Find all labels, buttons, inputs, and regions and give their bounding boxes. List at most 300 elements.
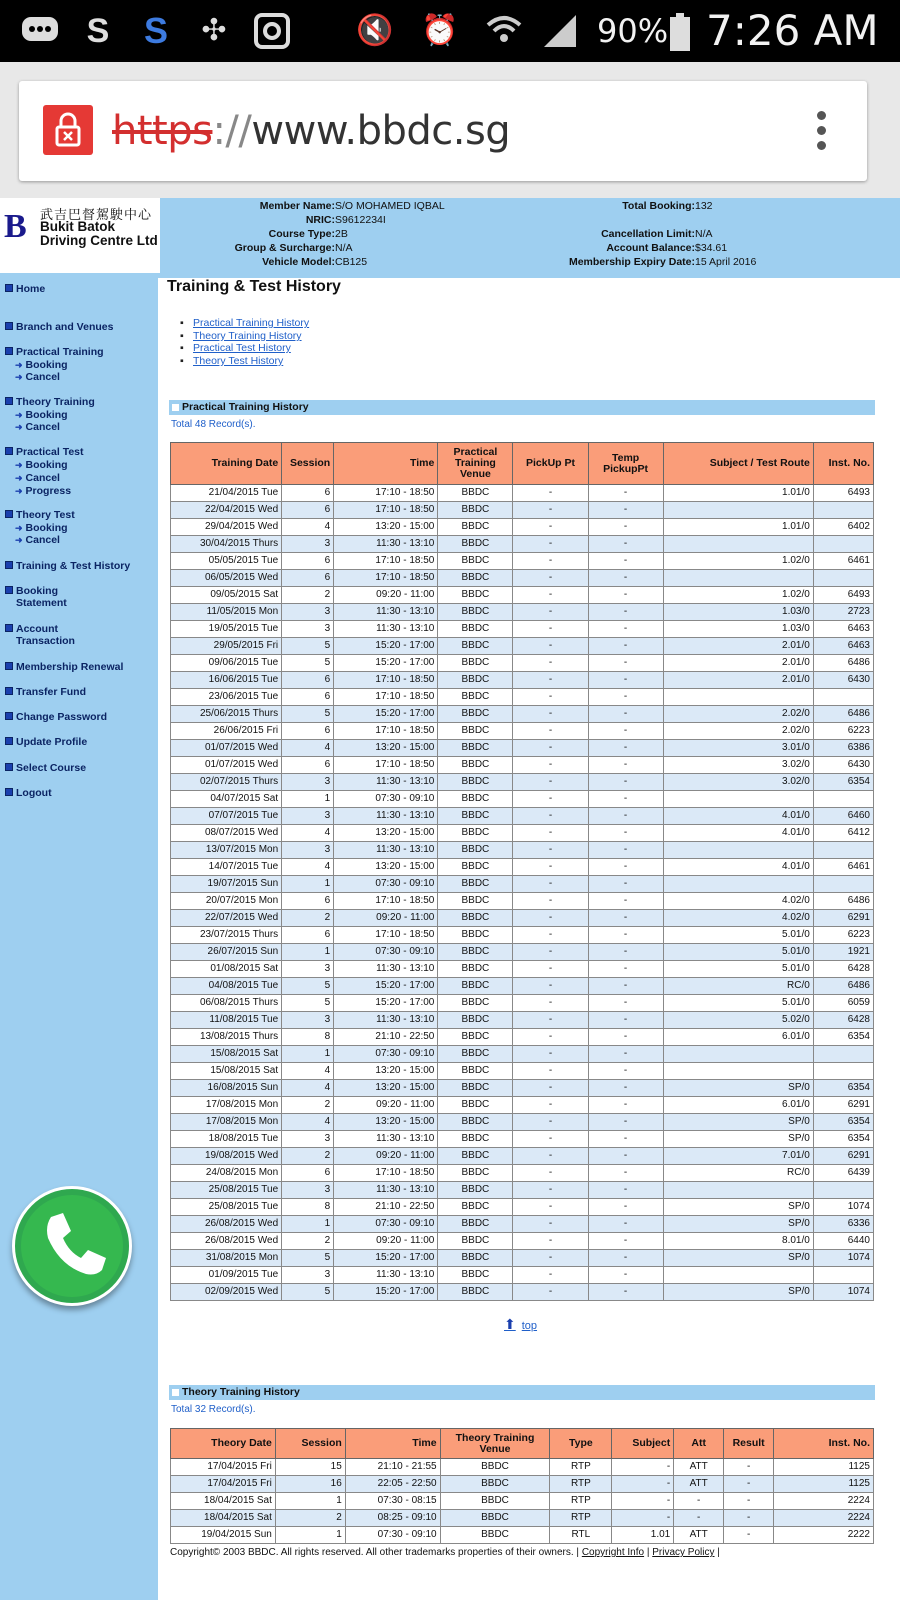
table-cell: 17:10 - 18:50 [334, 570, 438, 587]
nav-logout[interactable] [5, 787, 52, 799]
table-row [171, 604, 874, 621]
table-cell: 8.01/0 [663, 1233, 813, 1250]
table-cell: BBDC [438, 536, 513, 553]
table-cell [663, 689, 813, 706]
bbdc-logo[interactable] [0, 198, 160, 273]
table-cell: 26/06/2015 Fri [171, 723, 282, 740]
arrow-icon: ➜ [15, 422, 23, 432]
column-header: Practical Training Venue [438, 443, 513, 485]
nav-label: Theory Training [16, 396, 95, 408]
bullet-icon [5, 397, 13, 405]
table-row [171, 1080, 874, 1097]
table-row [171, 1510, 874, 1527]
table-cell: - [513, 553, 588, 570]
theory-section-header: Theory Training History [169, 1385, 875, 1400]
label: Membership Expiry Date: [568, 256, 695, 268]
table-cell: 2.01/0 [663, 672, 813, 689]
table-cell: 31/08/2015 Mon [171, 1250, 282, 1267]
column-header: Training Date [171, 443, 282, 485]
table-cell: 11:30 - 13:10 [334, 621, 438, 638]
table-cell: 1.01 [612, 1527, 674, 1544]
table-cell: 6428 [813, 961, 873, 978]
table-cell: SP/0 [663, 1080, 813, 1097]
table-cell: 23/06/2015 Tue [171, 689, 282, 706]
table-cell: 15:20 - 17:00 [334, 1250, 438, 1267]
table-cell: - [513, 502, 588, 519]
table-cell: - [513, 1131, 588, 1148]
footer-separator: | [644, 1547, 653, 1558]
table-cell: 6493 [813, 485, 873, 502]
table-cell: - [513, 570, 588, 587]
nav-practical-training[interactable] [5, 346, 104, 358]
table-cell: 6223 [813, 723, 873, 740]
nav-practical-test[interactable] [5, 446, 84, 458]
wifi-icon [484, 13, 524, 49]
table-cell: 1 [275, 1527, 345, 1544]
table-cell: 07:30 - 09:10 [334, 1046, 438, 1063]
table-cell: 11:30 - 13:10 [334, 1182, 438, 1199]
table-cell: - [588, 672, 663, 689]
table-cell: 6460 [813, 808, 873, 825]
url-host: www.bbdc.sg [251, 108, 511, 154]
table-cell: 07/07/2015 Tue [171, 808, 282, 825]
top-link-label: top [521, 1320, 538, 1332]
table-row [171, 842, 874, 859]
table-cell: BBDC [438, 825, 513, 842]
table-cell: 6.01/0 [663, 1029, 813, 1046]
footer-separator: | [714, 1547, 720, 1558]
table-cell: 07:30 - 09:10 [334, 791, 438, 808]
nav-ptest-booking[interactable] [15, 459, 68, 471]
table-cell: 21:10 - 22:50 [334, 1199, 438, 1216]
table-cell: 09/05/2015 Sat [171, 587, 282, 604]
table-cell: BBDC [438, 502, 513, 519]
nav-account-transaction[interactable] [5, 623, 75, 647]
table-cell: - [513, 638, 588, 655]
table-cell: 6291 [813, 1097, 873, 1114]
table-cell: - [612, 1476, 674, 1493]
table-row [171, 672, 874, 689]
table-row [171, 1097, 874, 1114]
table-cell: 6386 [813, 740, 873, 757]
nav-pt-cancel[interactable] [15, 371, 60, 383]
broken-lock-icon[interactable] [43, 105, 93, 155]
table-cell: - [588, 519, 663, 536]
table-cell: 11:30 - 13:10 [334, 604, 438, 621]
table-cell: SP/0 [663, 1131, 813, 1148]
table-cell: 3.02/0 [663, 774, 813, 791]
table-cell: 1 [282, 876, 334, 893]
table-cell: BBDC [438, 1250, 513, 1267]
copyright-text: Copyright© 2003 BBDC. All rights reserved. All other trademarks properties of their owners. | [170, 1547, 582, 1558]
table-cell: 17/04/2015 Fri [171, 1476, 276, 1493]
group-row [200, 242, 353, 254]
table-cell: 17/08/2015 Mon [171, 1097, 282, 1114]
column-header: Theory Training Venue [440, 1429, 550, 1459]
bullet-icon [5, 788, 13, 796]
nav-label: Select Course [16, 762, 87, 774]
course-row [200, 228, 348, 240]
table-cell: 3 [282, 1182, 334, 1199]
table-cell: ATT [674, 1527, 724, 1544]
table-cell: 14/07/2015 Tue [171, 859, 282, 876]
table-cell: 6463 [813, 621, 873, 638]
table-cell: 07:30 - 09:10 [334, 1216, 438, 1233]
table-cell: 6 [282, 485, 334, 502]
table-cell: 11:30 - 13:10 [334, 774, 438, 791]
table-cell: - [513, 1250, 588, 1267]
bullet-icon [5, 687, 13, 695]
table-row [171, 1012, 874, 1029]
table-row [171, 757, 874, 774]
table-cell: 4.02/0 [663, 910, 813, 927]
table-cell: BBDC [438, 995, 513, 1012]
nric-row [200, 214, 386, 226]
nav-label-line: Transaction [16, 635, 75, 647]
table-cell: 17:10 - 18:50 [334, 502, 438, 519]
table-cell: 1 [282, 1216, 334, 1233]
table-cell: - [513, 1114, 588, 1131]
arrow-icon: ➜ [15, 410, 23, 420]
table-header-row [171, 443, 874, 485]
page-footer [170, 1547, 720, 1558]
nav-label: Practical Training [16, 346, 104, 358]
table-cell: BBDC [438, 1216, 513, 1233]
table-cell: 1074 [813, 1284, 873, 1301]
table-cell: BBDC [438, 1233, 513, 1250]
table-cell: - [588, 1114, 663, 1131]
table-cell: 13:20 - 15:00 [334, 1063, 438, 1080]
table-cell: 3 [282, 961, 334, 978]
arrow-icon: ➜ [15, 535, 23, 545]
table-cell: - [588, 723, 663, 740]
table-cell: 25/08/2015 Tue [171, 1182, 282, 1199]
table-row [171, 1493, 874, 1510]
nav-transfer-fund[interactable] [5, 686, 86, 698]
table-cell: 19/07/2015 Sun [171, 876, 282, 893]
bullet-icon [5, 624, 13, 632]
nav-label: Logout [16, 787, 52, 799]
bullet-icon [5, 347, 13, 355]
table-cell: 2224 [774, 1493, 874, 1510]
table-cell: - [513, 655, 588, 672]
table-cell: - [513, 706, 588, 723]
label: Course Type: [268, 228, 335, 240]
table-cell [813, 1182, 873, 1199]
column-header: Theory Date [171, 1429, 276, 1459]
table-cell: 1.02/0 [663, 587, 813, 604]
table-cell: BBDC [438, 859, 513, 876]
table-cell: - [513, 757, 588, 774]
table-row [171, 1284, 874, 1301]
nav-membership-renewal[interactable] [5, 661, 123, 673]
nav-booking-statement[interactable] [5, 585, 67, 609]
copyright-info-link[interactable]: Copyright Info [581, 1547, 645, 1558]
table-cell: BBDC [438, 587, 513, 604]
table-cell: BBDC [438, 757, 513, 774]
table-cell: 8 [282, 1199, 334, 1216]
table-cell: 4.02/0 [663, 893, 813, 910]
table-cell: 5 [282, 706, 334, 723]
table-cell: 6486 [813, 655, 873, 672]
nav-training-test-history[interactable] [5, 560, 130, 572]
bullet-icon [5, 561, 13, 569]
nav-ptest-cancel[interactable] [15, 472, 60, 484]
table-cell: - [588, 740, 663, 757]
link-practical-test-history[interactable]: ▪ Practical Test History [193, 342, 291, 354]
table-row [171, 927, 874, 944]
bullet-icon [5, 586, 13, 594]
menu-kebab-icon[interactable] [817, 111, 827, 151]
table-row [171, 1029, 874, 1046]
table-cell: 08:25 - 09:10 [345, 1510, 440, 1527]
table-cell: - [513, 1029, 588, 1046]
column-header: Subject [612, 1429, 674, 1459]
table-cell: 16 [275, 1476, 345, 1493]
table-cell: - [513, 808, 588, 825]
nav-ptest-progress[interactable] [15, 485, 71, 497]
table-cell: 13:20 - 15:00 [334, 1080, 438, 1097]
table-cell: BBDC [438, 553, 513, 570]
table-cell: - [513, 1199, 588, 1216]
table-cell: 1125 [774, 1459, 874, 1476]
nav-ttest-booking[interactable] [15, 522, 68, 534]
table-cell: - [513, 485, 588, 502]
nav-select-course[interactable] [5, 762, 86, 774]
table-cell: 15 [275, 1459, 345, 1476]
nav-label [16, 623, 75, 647]
table-cell: BBDC [438, 1165, 513, 1182]
table-cell: - [513, 1284, 588, 1301]
table-cell: BBDC [438, 1199, 513, 1216]
table-cell: RTL [550, 1527, 612, 1544]
table-cell: 6428 [813, 1012, 873, 1029]
nav-ttest-cancel[interactable] [15, 534, 60, 546]
member-header [0, 198, 900, 278]
column-header: Subject / Test Route [663, 443, 813, 485]
table-cell: 15:20 - 17:00 [334, 978, 438, 995]
table-cell: BBDC [438, 1046, 513, 1063]
practical-training-table [170, 442, 874, 1301]
table-cell: - [588, 1199, 663, 1216]
table-cell: 3 [282, 604, 334, 621]
table-cell: - [724, 1493, 774, 1510]
table-cell: - [513, 961, 588, 978]
table-cell [663, 1267, 813, 1284]
table-cell: - [588, 655, 663, 672]
table-cell: - [588, 995, 663, 1012]
table-cell: BBDC [438, 1148, 513, 1165]
table-cell: 5 [282, 995, 334, 1012]
table-cell: - [674, 1510, 724, 1527]
nav-label: Theory Test [16, 509, 75, 521]
table-cell: - [513, 519, 588, 536]
nav-home[interactable] [5, 283, 45, 295]
table-cell: 20/07/2015 Mon [171, 893, 282, 910]
table-cell: 13:20 - 15:00 [334, 519, 438, 536]
table-cell: - [588, 791, 663, 808]
table-cell: 18/04/2015 Sat [171, 1510, 276, 1527]
table-cell: 5 [282, 1250, 334, 1267]
vehicle-model: CB125 [335, 256, 368, 268]
table-row [171, 502, 874, 519]
table-cell: 07:30 - 09:10 [334, 876, 438, 893]
url-bar[interactable] [19, 81, 867, 181]
table-cell: - [513, 774, 588, 791]
nav-label [16, 585, 67, 609]
nav-label: Branch and Venues [16, 321, 114, 333]
link-theory-test-history[interactable]: ▪ Theory Test History [193, 355, 283, 367]
table-cell: 2 [282, 1148, 334, 1165]
table-cell: 1125 [774, 1476, 874, 1493]
table-row [171, 944, 874, 961]
table-cell: - [674, 1493, 724, 1510]
arrow-icon: ➜ [15, 473, 23, 483]
table-cell: BBDC [438, 978, 513, 995]
table-cell: BBDC [440, 1493, 550, 1510]
table-cell: - [588, 1267, 663, 1284]
table-cell [813, 536, 873, 553]
table-cell: - [612, 1510, 674, 1527]
label: Cancellation Limit: [601, 228, 695, 240]
table-row [171, 1199, 874, 1216]
arrow-icon: ➜ [15, 372, 23, 382]
url-text[interactable] [112, 105, 510, 157]
label: Member Name: [259, 200, 335, 212]
table-cell: - [513, 1012, 588, 1029]
table-cell: 2 [282, 1233, 334, 1250]
table-cell: RC/0 [663, 1165, 813, 1182]
column-header: Session [275, 1429, 345, 1459]
table-cell: 3 [282, 1131, 334, 1148]
top-link[interactable] [504, 1316, 537, 1333]
nav-change-password[interactable] [5, 711, 107, 723]
privacy-policy-link[interactable]: Privacy Policy [652, 1547, 715, 1558]
nav-pt-booking[interactable] [15, 359, 68, 371]
table-cell: BBDC [438, 1182, 513, 1199]
link-theory-training-history[interactable]: ▪ Theory Training History [193, 330, 302, 342]
table-cell: 26/08/2015 Wed [171, 1216, 282, 1233]
table-cell: 09/06/2015 Tue [171, 655, 282, 672]
column-header: Session [282, 443, 334, 485]
table-cell: SP/0 [663, 1114, 813, 1131]
table-row [171, 519, 874, 536]
table-cell: 17:10 - 18:50 [334, 689, 438, 706]
expiry-row [530, 256, 756, 268]
web-page [0, 198, 900, 1600]
table-cell: 4 [282, 1063, 334, 1080]
table-cell: BBDC [438, 1097, 513, 1114]
nav-tt-cancel[interactable] [15, 421, 60, 433]
table-cell: 8 [282, 1029, 334, 1046]
nav-update-profile[interactable] [5, 736, 87, 748]
table-cell: - [588, 1233, 663, 1250]
nav-theory-training[interactable] [5, 396, 95, 408]
table-cell [813, 1046, 873, 1063]
nav-label: Home [16, 283, 46, 295]
table-cell: 2.02/0 [663, 723, 813, 740]
table-cell: 1.03/0 [663, 604, 813, 621]
table-cell: BBDC [438, 740, 513, 757]
whatsapp-call-button[interactable] [12, 1186, 132, 1306]
table-cell: 5.01/0 [663, 927, 813, 944]
table-cell: 11:30 - 13:10 [334, 1012, 438, 1029]
arrow-up-icon: ⬆ [504, 1316, 516, 1332]
table-cell: 22/07/2015 Wed [171, 910, 282, 927]
table-cell: - [588, 1012, 663, 1029]
table-cell: 6439 [813, 1165, 873, 1182]
nav-tt-booking[interactable] [15, 409, 68, 421]
table-cell: BBDC [438, 774, 513, 791]
table-cell: BBDC [438, 570, 513, 587]
table-cell: - [588, 1148, 663, 1165]
table-cell [663, 536, 813, 553]
table-cell: 06/05/2015 Wed [171, 570, 282, 587]
theory-total: Total 32 Record(s). [171, 1404, 256, 1415]
nav-label: Cancel [25, 472, 60, 484]
table-cell: 1.02/0 [663, 553, 813, 570]
table-cell: - [588, 978, 663, 995]
table-cell: RTP [550, 1476, 612, 1493]
link-practical-training-history[interactable]: ▪ Practical Training History [193, 317, 309, 329]
page-title: Training & Test History [167, 278, 341, 295]
table-cell: 19/05/2015 Tue [171, 621, 282, 638]
table-cell: 4 [282, 1114, 334, 1131]
table-cell: 7.01/0 [663, 1148, 813, 1165]
table-row [171, 587, 874, 604]
table-cell: 6 [282, 689, 334, 706]
nav-label: Booking [25, 409, 68, 421]
nav-label-line: Account [16, 623, 58, 635]
nav-theory-test[interactable] [5, 509, 75, 521]
table-cell: 01/08/2015 Sat [171, 961, 282, 978]
table-cell: SP/0 [663, 1216, 813, 1233]
table-cell: - [588, 825, 663, 842]
table-cell: 2.01/0 [663, 655, 813, 672]
table-cell: - [588, 1097, 663, 1114]
table-cell: BBDC [440, 1510, 550, 1527]
table-cell: 3 [282, 536, 334, 553]
column-header: Type [550, 1429, 612, 1459]
table-cell: - [513, 621, 588, 638]
total-booking: 132 [695, 200, 713, 212]
table-cell [663, 502, 813, 519]
table-cell: 07:30 - 09:10 [345, 1527, 440, 1544]
table-cell: 2 [282, 910, 334, 927]
table-cell: 6 [282, 570, 334, 587]
table-row [171, 1459, 874, 1476]
nav-label: Cancel [25, 371, 60, 383]
table-cell: 23/07/2015 Thurs [171, 927, 282, 944]
mute-icon: 🔇 [356, 14, 394, 47]
table-row [171, 1527, 874, 1544]
nav-branch-venues[interactable] [5, 321, 113, 333]
balance-row [530, 242, 727, 254]
table-cell: BBDC [438, 485, 513, 502]
label: Total Booking: [622, 200, 695, 212]
membership-expiry: 15 April 2016 [695, 256, 757, 268]
account-balance: $34.61 [695, 242, 728, 254]
table-cell: 5.01/0 [663, 995, 813, 1012]
table-cell: - [513, 876, 588, 893]
table-cell: 17:10 - 18:50 [334, 553, 438, 570]
table-cell: 1.03/0 [663, 621, 813, 638]
table-cell [663, 842, 813, 859]
table-cell: 6440 [813, 1233, 873, 1250]
table-cell: 17:10 - 18:50 [334, 757, 438, 774]
table-cell: BBDC [438, 1131, 513, 1148]
table-cell: BBDC [440, 1527, 550, 1544]
